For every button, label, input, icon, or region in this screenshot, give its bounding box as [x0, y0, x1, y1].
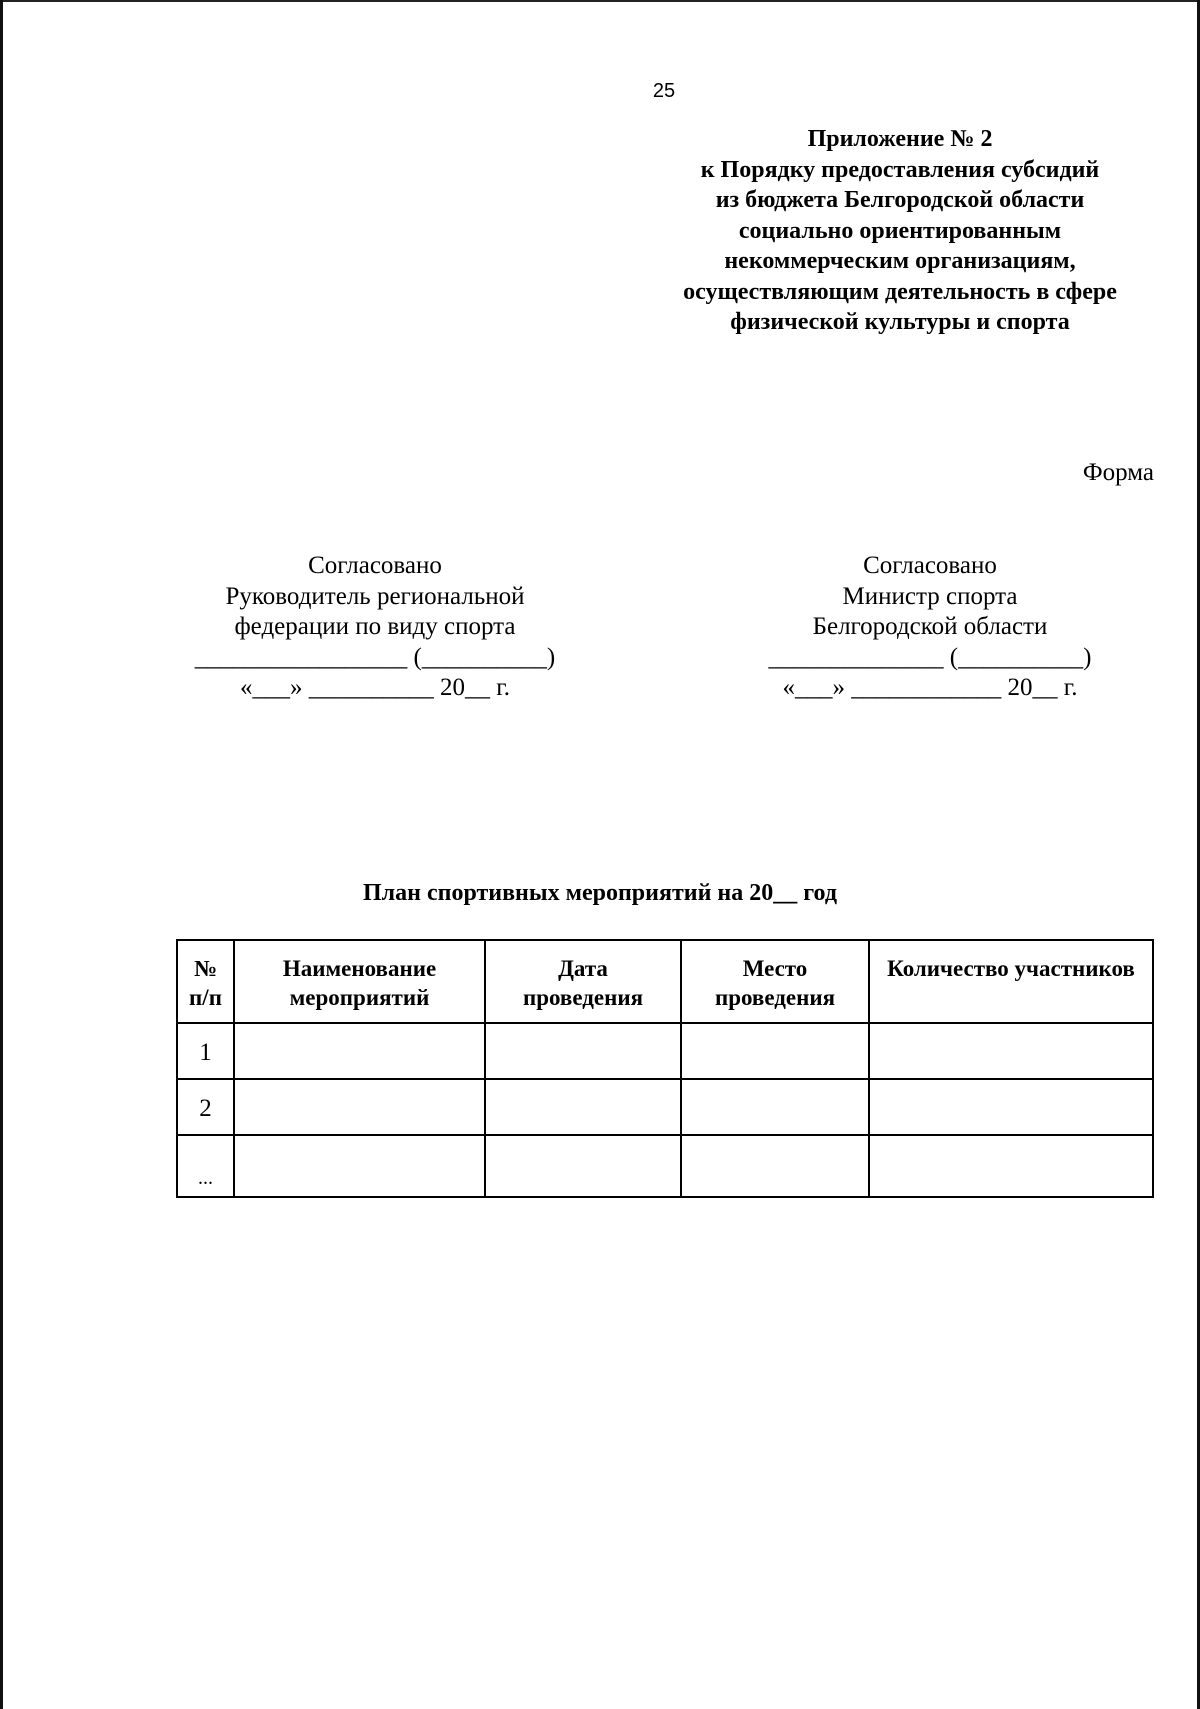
scan-edge-left	[0, 0, 3, 1709]
table-row	[177, 1079, 1153, 1135]
table-row	[177, 1135, 1153, 1197]
approval-position: Белгородской области	[812, 613, 1048, 640]
date-line: «___» ____________ 20__ г.	[782, 674, 1078, 701]
column-header-event-name: Наименование мероприятий	[234, 940, 485, 1023]
appendix-line: физической культуры и спорта	[730, 309, 1070, 335]
date-line: «___» __________ 20__ г.	[240, 674, 510, 701]
participants-cell	[869, 1023, 1153, 1079]
approval-heading: Согласовано	[308, 552, 442, 579]
event-name-cell	[234, 1023, 485, 1079]
appendix-header	[640, 124, 1160, 338]
appendix-line: осуществляющим деятельность в сфере	[683, 278, 1117, 305]
signature-line: _________________ (__________)	[194, 643, 556, 671]
row-number-cell: ...	[177, 1135, 234, 1197]
participants-cell	[869, 1135, 1153, 1197]
approval-position: федерации по виду спорта	[234, 613, 516, 640]
signature-line: ______________ (__________)	[768, 643, 1092, 671]
table-header-row	[177, 940, 1153, 1023]
venue-cell	[681, 1135, 869, 1197]
venue-cell	[681, 1023, 869, 1079]
event-name-cell	[234, 1135, 485, 1197]
appendix-line: некоммерческим организациям,	[724, 248, 1076, 274]
column-header-participants: Количество участников	[869, 940, 1153, 1023]
row-number-cell: 1	[177, 1023, 234, 1079]
appendix-line: к Порядку предоставления субсидий	[700, 156, 1100, 183]
venue-cell	[681, 1079, 869, 1135]
appendix-line: социально ориентированным	[738, 217, 1062, 244]
column-header-venue: Место проведения	[681, 940, 869, 1023]
participants-cell	[869, 1079, 1153, 1135]
approval-heading: Согласовано	[863, 552, 997, 579]
row-number-cell: 2	[177, 1079, 234, 1135]
page-number: 25	[652, 80, 676, 102]
column-header-date: Дата проведения	[485, 940, 681, 1023]
approval-block-left	[180, 551, 570, 704]
date-cell	[485, 1135, 681, 1197]
appendix-title: Приложение № 2	[807, 126, 993, 152]
plan-title: План спортивных мероприятий на 20__ год	[363, 880, 837, 906]
approval-position: Руководитель региональной	[225, 582, 525, 610]
date-cell	[485, 1023, 681, 1079]
approval-position: Министр спорта	[842, 582, 1018, 610]
appendix-line: из бюджета Белгородской области	[715, 187, 1085, 213]
event-name-cell	[234, 1079, 485, 1135]
date-cell	[485, 1079, 681, 1135]
scan-edge-top	[0, 0, 1200, 2]
column-header-number: № п/п	[177, 940, 234, 1023]
table-row	[177, 1023, 1153, 1079]
form-label: Форма	[1082, 459, 1154, 486]
events-table	[176, 939, 1154, 1198]
approval-block-right	[740, 551, 1120, 704]
